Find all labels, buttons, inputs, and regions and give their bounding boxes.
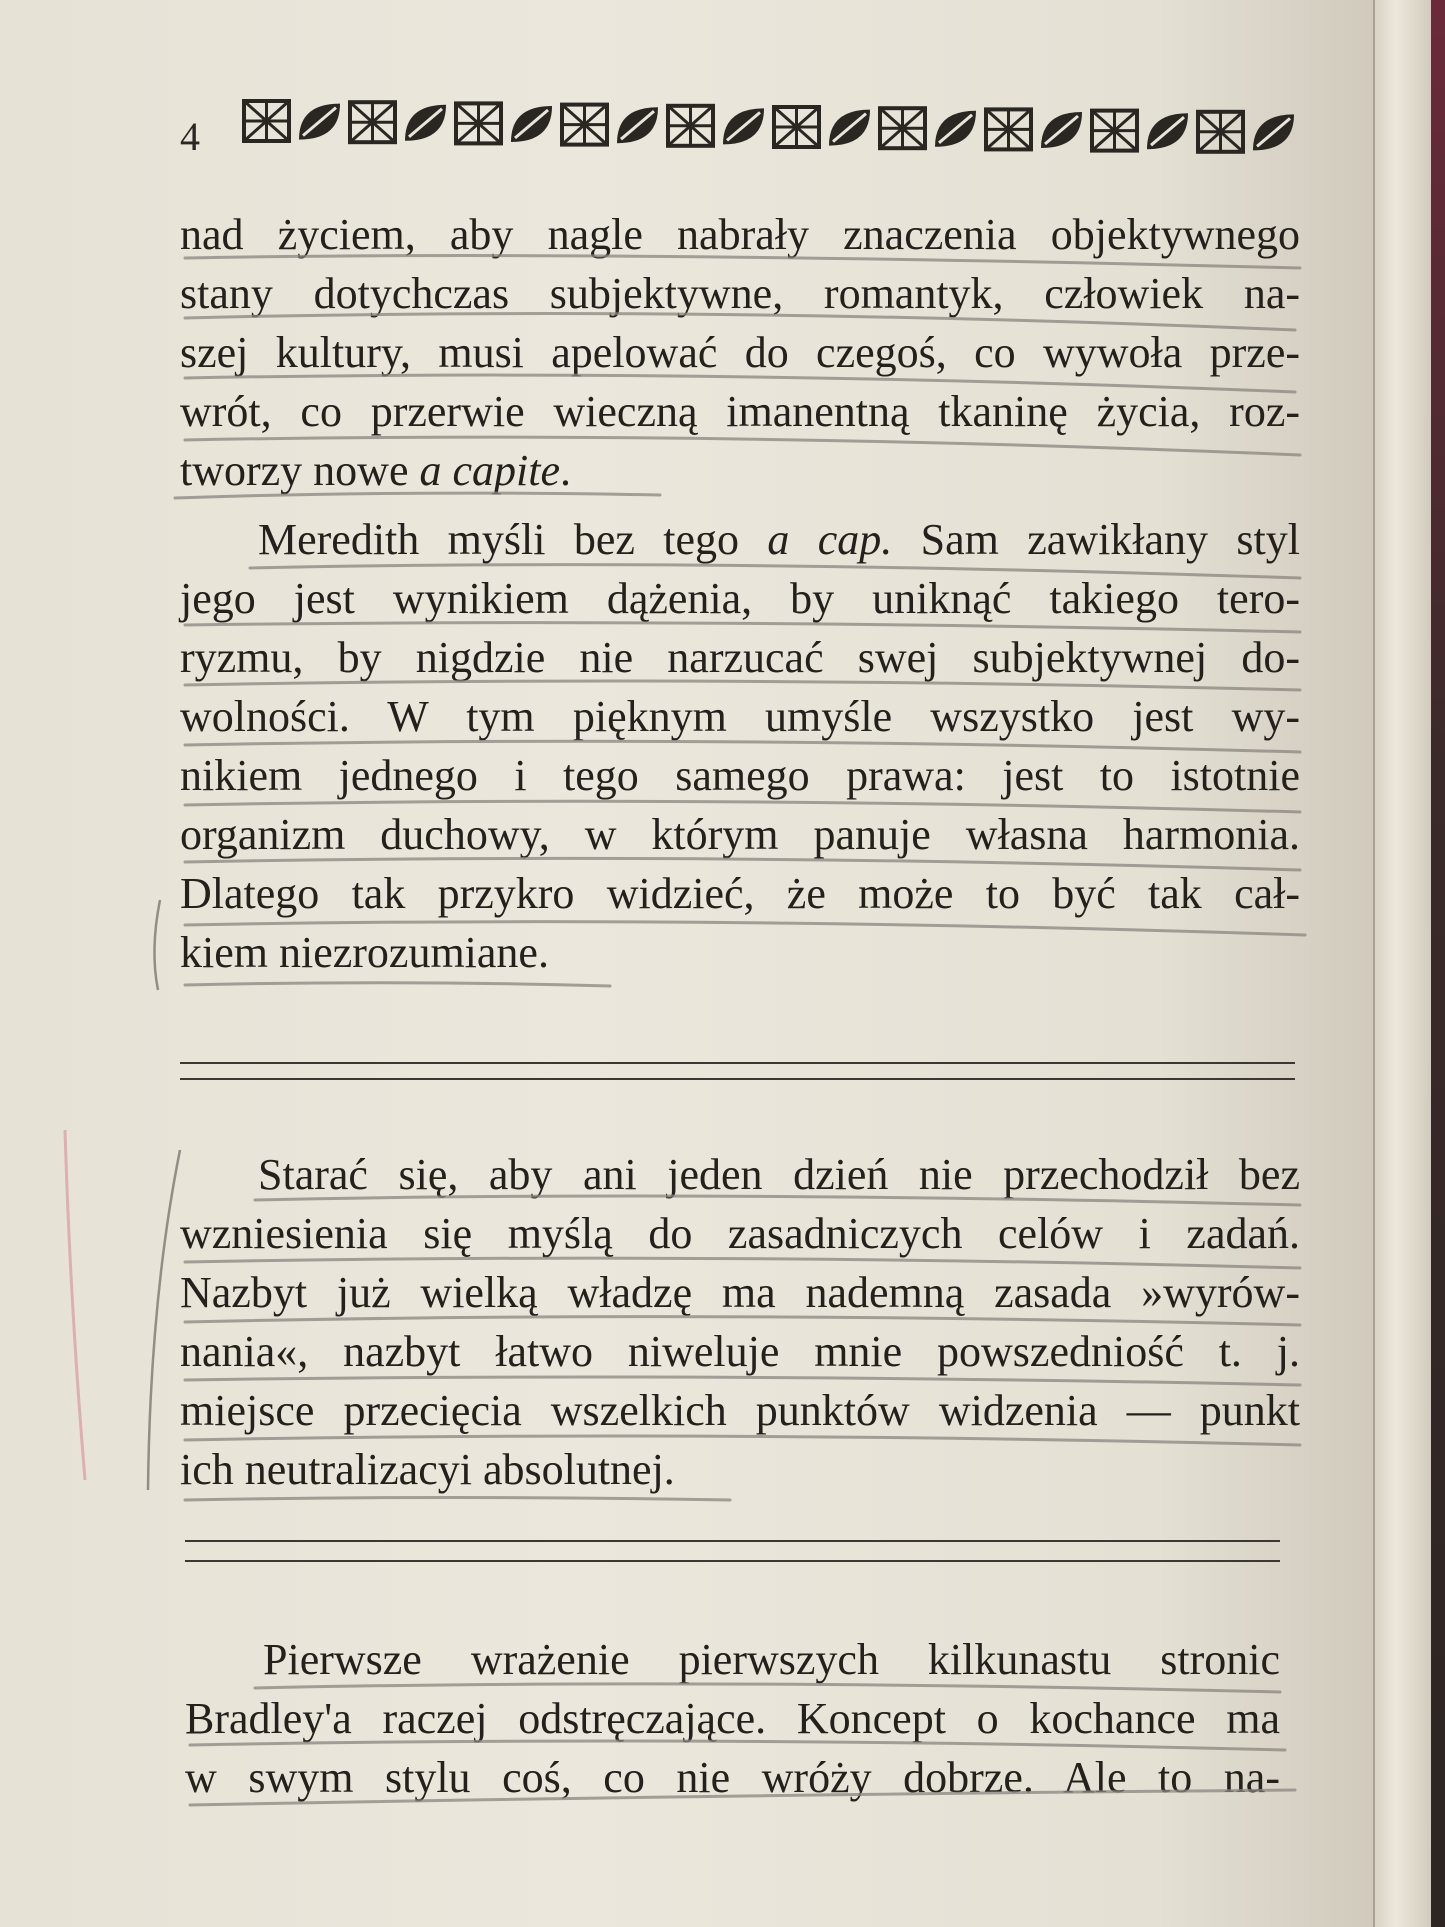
text-line: nikiem jednego i tego samego prawa: jest to istotnie xyxy=(180,751,1300,800)
ornament-leaf-glyph xyxy=(511,106,552,142)
ornament-lattice-glyph xyxy=(668,106,713,146)
text-line: jego jest wynikiem dążenia, by uniknąć takiego tero- xyxy=(180,574,1300,623)
paragraph-starac xyxy=(180,1145,1300,1499)
ornament-leaf-glyph xyxy=(1147,113,1188,149)
paragraph-meredith xyxy=(180,510,1300,982)
text-line: Dlatego tak przykro widzieć, że może to być tak cał- xyxy=(180,869,1300,918)
text-line: organizm duchowy, w którym panuje własna harmonia. xyxy=(180,810,1300,859)
text-line: tworzy nowe a capite. xyxy=(180,446,572,495)
text-line: stany dotychczas subjektywne, romantyk, człowiek na- xyxy=(180,269,1300,318)
ornament-leaf-glyph xyxy=(829,110,870,146)
text-line: wzniesienia się myślą do zasadniczych celów i zadań. xyxy=(180,1209,1300,1258)
section-divider xyxy=(185,1560,1280,1562)
ornament-leaf-glyph xyxy=(299,104,340,140)
text-line: Meredith myśli bez tego a cap. Sam zawikłany styl xyxy=(258,515,1300,564)
text-line: wolności. W tym pięknym umyśle wszystko jest wy- xyxy=(180,692,1300,741)
text-line: miejsce przecięcia wszelkich punktów widzenia — punkt xyxy=(180,1386,1300,1435)
ornament-band xyxy=(240,95,1300,175)
text-line: Pierwsze wrażenie pierwszych kilkunastu stronic xyxy=(263,1635,1280,1684)
text-line: Nazbyt już wielką władzę ma nademną zasada »wyrów- xyxy=(180,1268,1300,1317)
ornament-lattice-glyph xyxy=(880,108,925,148)
ornament-lattice-glyph xyxy=(562,105,607,145)
text-line: kiem niezrozumiane. xyxy=(180,928,549,977)
section-divider xyxy=(185,1540,1280,1542)
page-header xyxy=(180,95,1300,175)
ornament-lattice-glyph xyxy=(986,109,1031,149)
paragraph-bradley xyxy=(185,1630,1280,1807)
ornament-lattice-glyph xyxy=(456,103,501,143)
ornament-leaf-glyph xyxy=(935,111,976,147)
ornament-leaf-glyph xyxy=(405,105,446,141)
section-divider xyxy=(180,1078,1295,1080)
text-line: szej kultury, musi apelować do czegoś, co wywoła prze- xyxy=(180,328,1300,377)
page-number: 4 xyxy=(180,114,200,159)
ornament-leaf-glyph xyxy=(1253,114,1294,150)
text-line: wrót, co przerwie wieczną imanentną tkaninę życia, roz- xyxy=(180,387,1300,436)
text-line: ryzmu, by nigdzie nie narzucać swej subjektywnej do- xyxy=(180,633,1300,682)
text-line: nania«, nazbyt łatwo niweluje mnie powszedniość t. j. xyxy=(180,1327,1300,1376)
ornament-lattice-glyph xyxy=(244,101,289,141)
text-line: ich neutralizacyi absolutnej. xyxy=(180,1445,675,1494)
ornament-lattice-glyph xyxy=(1092,111,1137,151)
ornament-leaf-glyph xyxy=(1041,112,1082,148)
ornament-leaf-glyph xyxy=(723,108,764,144)
book-cover-edge xyxy=(1431,0,1445,1927)
ornament-lattice-glyph xyxy=(1198,112,1243,152)
ornament-lattice-glyph xyxy=(774,107,819,147)
section-divider xyxy=(180,1062,1295,1064)
ornament-leaf-glyph xyxy=(617,107,658,143)
ornament-lattice-glyph xyxy=(350,102,395,142)
text-line: Starać się, aby ani jeden dzień nie przechodził bez xyxy=(258,1150,1300,1199)
text-line: Bradley'a raczej odstręczające. Koncept o kochance ma xyxy=(185,1694,1280,1743)
paragraph-continued xyxy=(180,205,1300,500)
text-line: w swym stylu coś, co nie wróży dobrze. Ale to na- xyxy=(185,1753,1280,1802)
text-line: nad życiem, aby nagle nabrały znaczenia objektywnego xyxy=(180,210,1300,259)
